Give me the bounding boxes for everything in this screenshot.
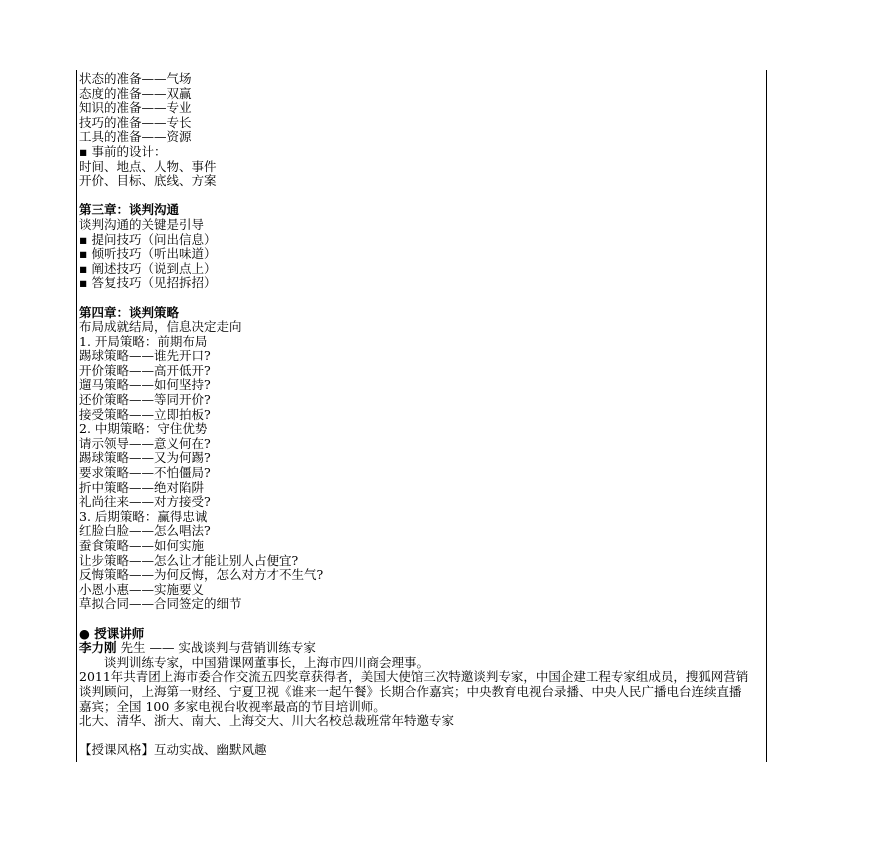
chapter3-item: ▪ 阐述技巧（说到点上） <box>79 260 217 276</box>
strategy-line: 要求策略——不怕僵局? <box>79 465 211 481</box>
strategy-line: 反悔策略——为何反悔，怎么对方才不生气? <box>79 567 324 583</box>
design-line: 开价、目标、底线、方案 <box>79 173 217 189</box>
strategy-line: 蚕食策略——如何实施 <box>79 538 205 553</box>
strategy-line: 2. 中期策略：守住优势 <box>79 421 208 437</box>
strategy-line: 踢球策略——谁先开口? <box>79 348 211 364</box>
chapter3-item: ▪ 答复技巧（见招拆招） <box>79 275 217 291</box>
strategy-line: 踢球策略——又为何踢? <box>79 450 211 466</box>
prep-line: 态度的准备——双赢 <box>79 85 192 101</box>
strategy-line: 礼尚往来——对方接受? <box>79 494 211 510</box>
strategy-line: 接受策略——立即拍板? <box>79 406 211 422</box>
prep-line: 知识的准备——专业 <box>79 100 192 116</box>
instructor-summary: 谈判训练专家，中国猎课网董事长，上海市四川商会理事。 <box>104 654 430 670</box>
strategy-line: 开价策略——高开低开? <box>79 362 211 378</box>
teaching-style: 【授课风格】互动实战、幽默风趣 <box>79 742 267 758</box>
strategy-line: 还价策略——等同开价? <box>79 392 211 408</box>
chapter4-heading: 第四章：谈判策略 <box>79 304 180 320</box>
right-border-rule <box>766 70 767 762</box>
strategy-line: 遛马策略——如何坚持? <box>79 377 211 393</box>
document-body <box>79 72 759 758</box>
prep-list <box>79 72 759 145</box>
strategy-line: 1. 开局策略：前期布局 <box>79 333 208 349</box>
instructor-title: 先生 —— 实战谈判与营销训练专家 <box>116 640 316 656</box>
instructor-section-heading: ● 授课讲师 <box>79 625 145 641</box>
strategy-line: 请示领导——意义何在? <box>79 435 211 451</box>
strategy-line: 折中策略——绝对陷阱 <box>79 479 205 495</box>
chapter3-intro: 谈判沟通的关键是引导 <box>79 216 205 232</box>
left-border-rule <box>76 70 77 762</box>
instructor-name: 李力刚 <box>79 640 117 656</box>
strategy-line: 3. 后期策略：赢得忠诚 <box>79 508 208 524</box>
instructor-schools: 北大、清华、浙大、南大、上海交大、川大名校总裁班常年特邀专家 <box>79 713 455 729</box>
chapter3-heading: 第三章：谈判沟通 <box>79 202 180 218</box>
strategy-line: 让步策略——怎么让才能让别人占便宜? <box>79 552 299 568</box>
instructor-bio: 2011年共青团上海市委合作交流五四奖章获得者，美国大使馆三次特邀谈判专家，中国企建工程专家组成员，搜狐网营销谈判顾问，上海第一财经、宁夏卫视《谁来一起午餐》长期合作嘉宾；中央教育电视台录播、中央人民广播电台连续直播嘉宾；全国 100 多家电视台收视率最高的节目培训师。 <box>79 669 749 714</box>
chapter3-item: ▪ 倾听技巧（听出味道） <box>79 246 217 262</box>
chapter4-intro: 布局成就结局，信息决定走向 <box>79 319 242 335</box>
design-title: ▪ 事前的设计： <box>79 143 167 159</box>
prep-line: 工具的准备——资源 <box>79 129 192 145</box>
instructor-title-line <box>79 641 759 656</box>
prep-line: 状态的准备——气场 <box>79 71 192 86</box>
design-line: 时间、地点、人物、事件 <box>79 158 217 174</box>
chapter3-item: ▪ 提问技巧（问出信息） <box>79 231 217 247</box>
strategy-line: 草拟合同——合同签定的细节 <box>79 596 242 612</box>
strategy-line: 红脸白脸——怎么唱法? <box>79 523 211 539</box>
prep-line: 技巧的准备——专长 <box>79 114 192 130</box>
strategy-line: 小恩小惠——实施要义 <box>79 581 205 597</box>
